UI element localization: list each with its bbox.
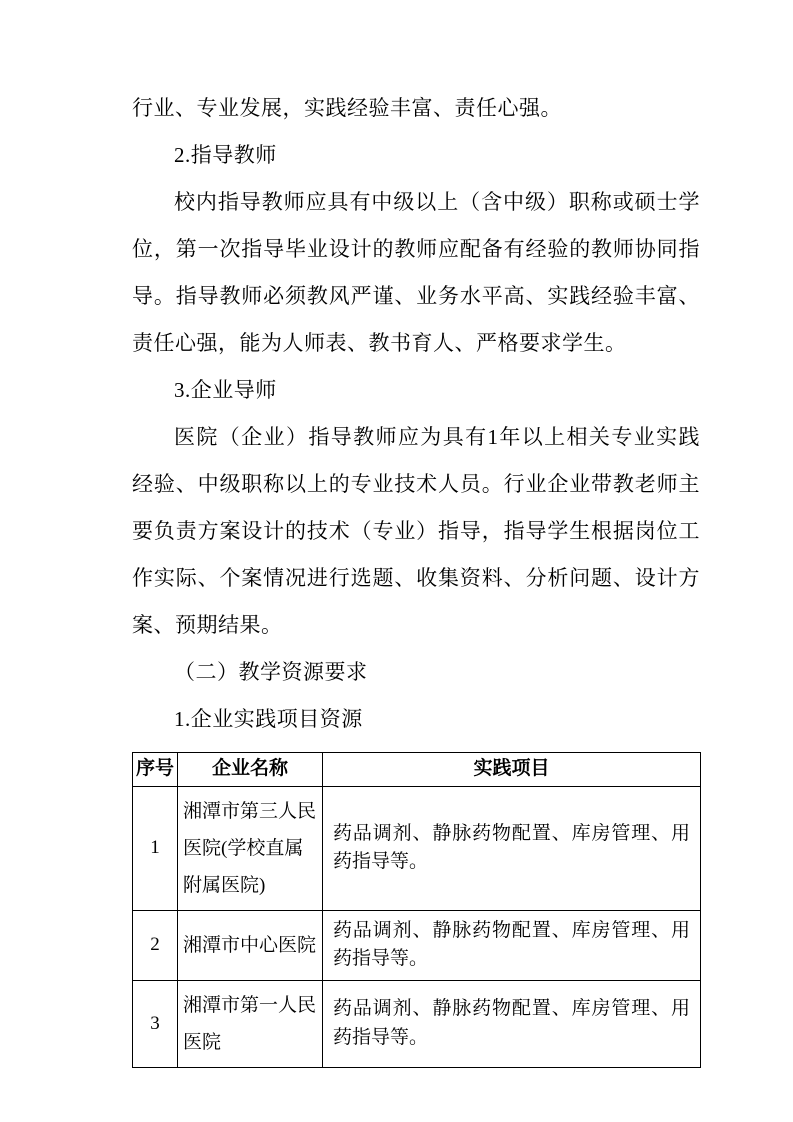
- cell-seq: 2: [133, 910, 178, 980]
- table-header-projects: 实践项目: [323, 753, 701, 787]
- cell-projects: 药品调剂、静脉药物配置、库房管理、用药指导等。: [323, 786, 701, 910]
- heading-enterprise-mentor: 3.企业导师: [174, 378, 277, 402]
- heading-teaching-resources: （二）教学资源要求: [174, 660, 368, 684]
- practice-project-table: [132, 752, 701, 1068]
- table-row: [133, 910, 701, 980]
- heading-practice-projects: 1.企业实践项目资源: [174, 707, 363, 731]
- table-header-row: [133, 753, 701, 787]
- table-row: [133, 786, 701, 910]
- cell-projects: 药品调剂、静脉药物配置、库房管理、用药指导等。: [323, 910, 701, 980]
- table-header-seq: 序号: [133, 753, 178, 787]
- cell-enterprise-name: 湘潭市中心医院: [178, 910, 323, 980]
- cell-seq: 3: [133, 980, 178, 1067]
- cell-enterprise-name: 湘潭市第一人民医院: [178, 980, 323, 1067]
- cell-seq: 1: [133, 786, 178, 910]
- table-row: [133, 980, 701, 1067]
- paragraph-hospital-mentor: 医院（企业）指导教师应为具有1年以上相关专业实践经验、中级职称以上的专业技术人员。行业企业带教老师主要负责方案设计的技术（专业）指导，指导学生根据岗位工作实际、个案情况进行选题、收集资料、分析问题、设计方案、预期结果。: [132, 425, 700, 637]
- heading-guidance-teacher: 2.指导教师: [174, 143, 277, 167]
- cell-projects: 药品调剂、静脉药物配置、库房管理、用药指导等。: [323, 980, 701, 1067]
- cell-enterprise-name: 湘潭市第三人民医院(学校直属附属医院): [178, 786, 323, 910]
- table-header-enterprise-name: 企业名称: [178, 753, 323, 787]
- paragraph-continuation: 行业、专业发展，实践经验丰富、责任心强。: [132, 96, 562, 120]
- paragraph-school-teacher: 校内指导教师应具有中级以上（含中级）职称或硕士学位，第一次指导毕业设计的教师应配备有经验的教师协同指导。指导教师必须教风严谨、业务水平高、实践经验丰富、责任心强，能为人师表、教书育人、严格要求学生。: [132, 190, 700, 355]
